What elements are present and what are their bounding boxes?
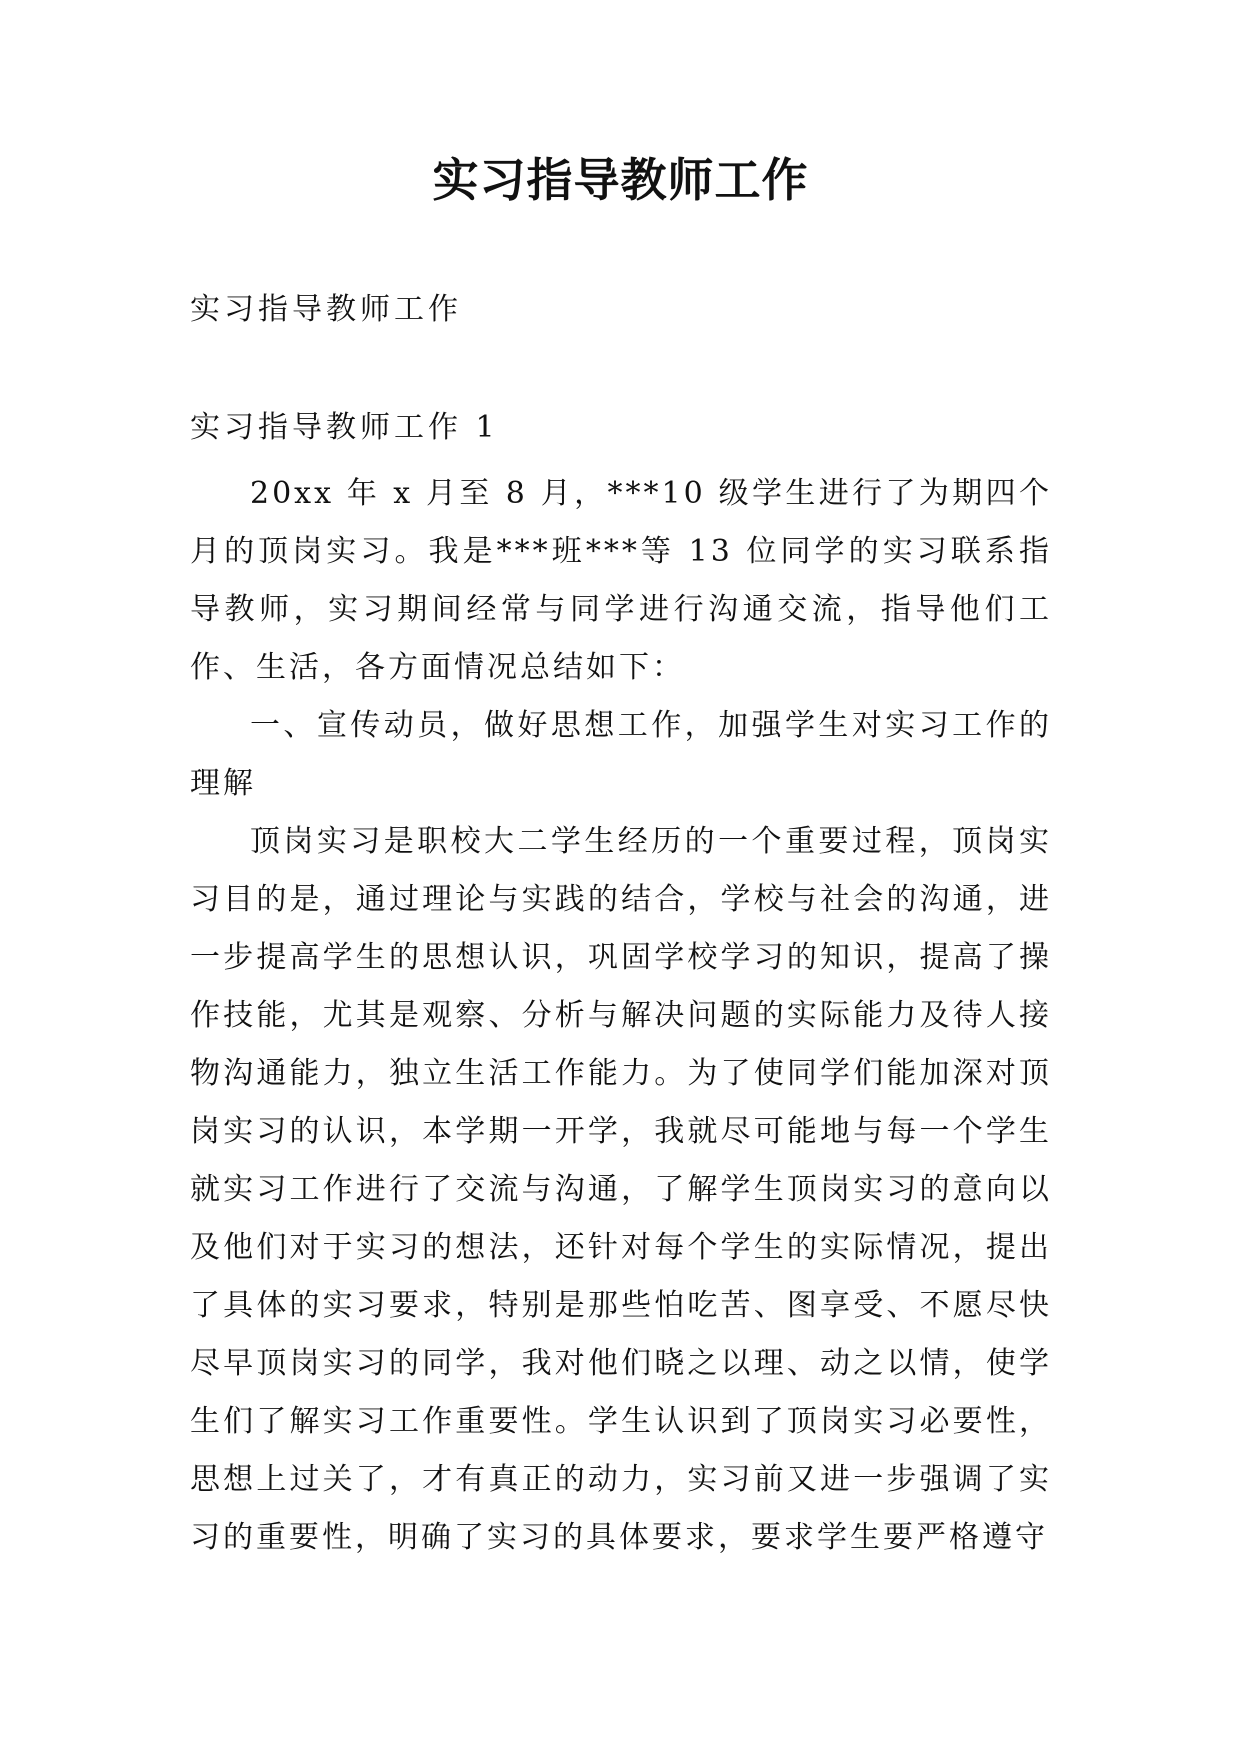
section-heading: 实习指导教师工作 1 [190,410,499,445]
paragraph-practice: 顶岗实习是职校大二学生经历的一个重要过程，顶岗实习目的是，通过理论与实践的结合，学校与社会的沟通，进一步提高学生的思想认识，巩固学校学习的知识，提高了操作技能，尤其是观察、分析与解决问题的实际能力及待人接物沟通能力，独立生活工作能力。为了使同学们能加深对顶岗实习的认识，本学期一开学，我就尽可能地与每一个学生就实习工作进行了交流与沟通，了解学生顶岗实习的意向以及他们对于实习的想法，还针对每个学生的实际情况，提出了具体的实习要求，特别是那些怕吃苦、图享受、不愿尽快尽早顶岗实习的同学，我对他们晓之以理、动之以情，使学生们了解实习工作重要性。学生认识到了顶岗实习必要性，思想上过关了，才有真正的动力，实习前又进一步强调了实习的重要性，明确了实习的具体要求，要求学生要严格遵守 [190,824,1052,1555]
document-title: 实习指导教师工作 [432,153,809,207]
paragraph-intro: 20xx 年 x 月至 8 月，***10 级学生进行了为期四个月的顶岗实习。我是***班***等 13 位同学的实习联系指导教师，实习期间经常与同学进行沟通交流，指导他们工作、生活，各方面情况总结如下： [190,476,1052,685]
paragraph-heading-one: 一、宣传动员，做好思想工作，加强学生对实习工作的理解 [190,708,1052,801]
document-subtitle: 实习指导教师工作 [190,292,462,327]
body-text [190,465,1052,1567]
